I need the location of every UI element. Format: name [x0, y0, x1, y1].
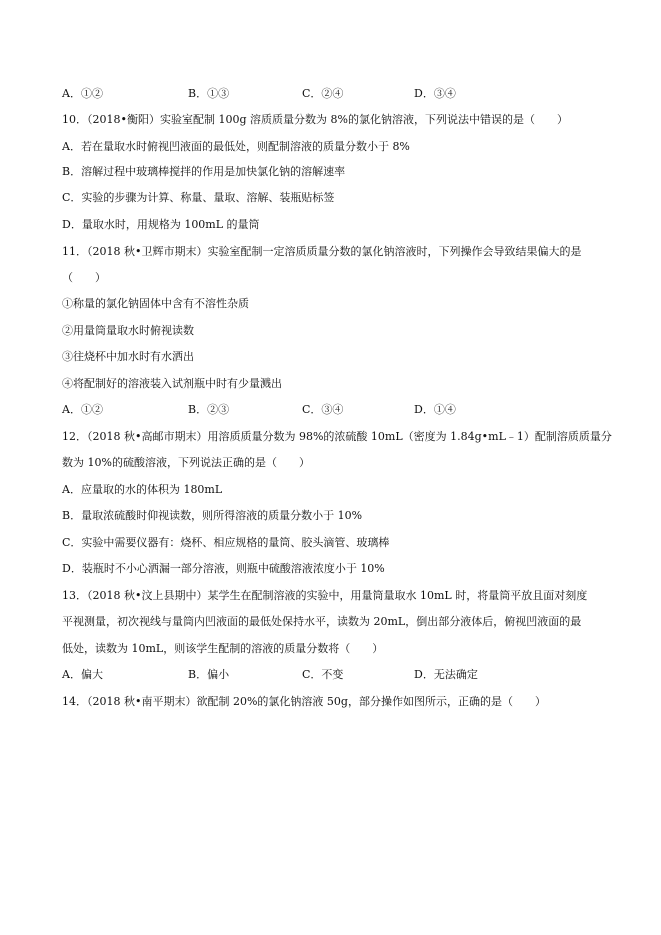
- q11-statement-1: ①称量的氯化钠固体中含有不溶性杂质: [62, 297, 249, 310]
- q11-option-d: D．①④: [414, 403, 456, 416]
- q13-option-b: B．偏小: [188, 668, 230, 681]
- q10-option-c: C．实验的步骤为计算、称量、量取、溶解、装瓶贴标签: [62, 191, 335, 204]
- q9-options: [62, 88, 482, 102]
- q9-option-a: A．①②: [62, 87, 103, 100]
- q11-statement-3: ③往烧杯中加水时有水洒出: [62, 350, 194, 363]
- q11-option-c: C．③④: [302, 403, 344, 416]
- q11-stem-line2: （ ）: [62, 271, 106, 284]
- q12-option-c: C．实验中需要仪器有：烧杯、相应规格的量筒、胶头滴管、玻璃棒: [62, 536, 390, 549]
- q13-option-d: D．无法确定: [414, 668, 478, 681]
- q10-option-a: A．若在量取水时俯视凹液面的最低处，则配制溶液的质量分数小于 8%: [62, 140, 410, 153]
- q12-option-d: D．装瓶时不小心洒漏一部分溶液，则瓶中硫酸溶液浓度小于 10%: [62, 562, 385, 575]
- q13-stem-line1: 13．（2018 秋•汶上县期中）某学生在配制溶液的实验中，用量筒量取水 10mL 时，将量筒平放且面对刻度: [62, 589, 588, 602]
- q11-options: [62, 404, 482, 418]
- q9-option-d: D．③④: [414, 87, 456, 100]
- q14-stem: 14．（2018 秋•南平期末）欲配制 20%的氯化钠溶液 50g，部分操作如图所示，正确的是（ ）: [62, 695, 546, 708]
- q13-option-c: C．不变: [302, 668, 344, 681]
- q11-statement-2: ②用量筒量取水时俯视读数: [62, 324, 194, 337]
- q10-option-b: B．溶解过程中玻璃棒搅拌的作用是加快氯化钠的溶解速率: [62, 165, 346, 178]
- q12-option-b: B．量取浓硫酸时仰视读数，则所得溶液的质量分数小于 10%: [62, 509, 363, 522]
- q12-option-a: A．应量取的水的体积为 180mL: [62, 483, 223, 496]
- q11-option-b: B．②③: [188, 403, 230, 416]
- q13-option-a: A．偏大: [62, 668, 103, 681]
- q10-stem: 10．（2018•衡阳）实验室配制 100g 溶质质量分数为 8%的氯化钠溶液，下列说法中错误的是（ ）: [62, 113, 568, 126]
- q12-stem-line2: 数为 10%的硫酸溶液，下列说法正确的是（ ）: [62, 456, 310, 469]
- q13-options: [62, 669, 482, 683]
- q13-stem-line3: 低处，读数为 10mL，则该学生配制的溶液的质量分数将（ ）: [62, 642, 384, 655]
- q11-statement-4: ④将配制好的溶液装入试剂瓶中时有少量溅出: [62, 377, 282, 390]
- q11-option-a: A．①②: [62, 403, 103, 416]
- q12-stem-line1: 12．（2018 秋•高邮市期末）用溶质质量分数为 98%的浓硫酸 10mL（密度为 1.84g•mL﹣1）配制溶质质量分: [62, 430, 612, 443]
- q10-option-d: D．量取水时，用规格为 100mL 的量筒: [62, 218, 260, 231]
- q11-stem-line1: 11．（2018 秋•卫辉市期末）实验室配制一定溶质质量分数的氯化钠溶液时，下列操作会导致结果偏大的是: [62, 245, 582, 258]
- q13-stem-line2: 平视测量，初次视线与量筒内凹液面的最低处保持水平，读数为 20mL，倒出部分液体后，俯视凹液面的最: [62, 615, 582, 628]
- q9-option-b: B．①③: [188, 87, 230, 100]
- q9-option-c: C．②④: [302, 87, 344, 100]
